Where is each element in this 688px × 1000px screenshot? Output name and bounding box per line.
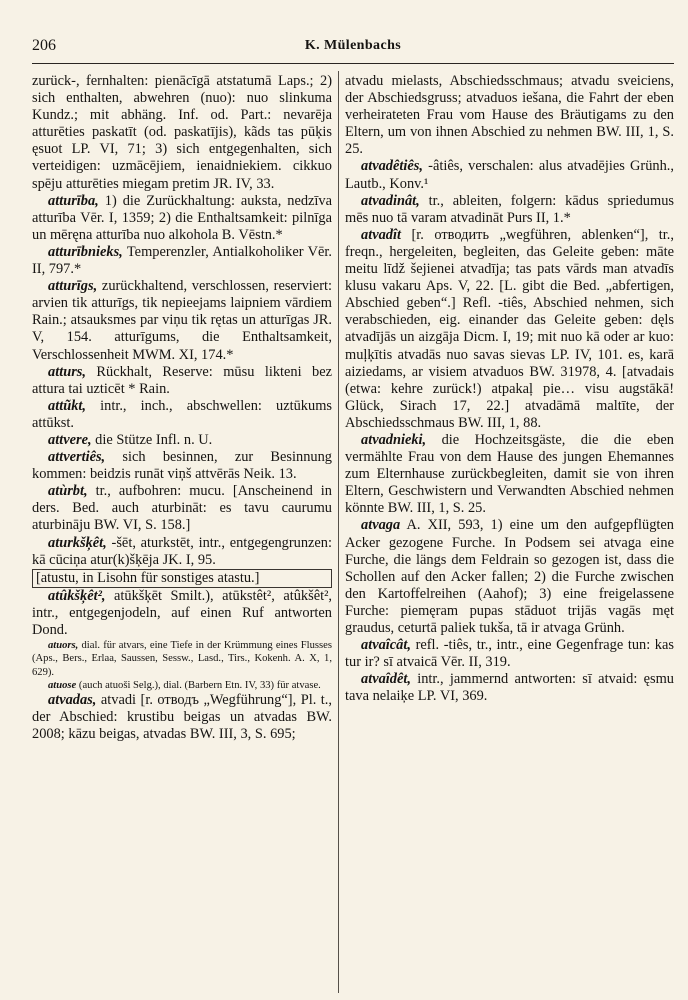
header-rule bbox=[32, 63, 674, 64]
dictionary-entry bbox=[32, 278, 332, 363]
entry-text: atvadi [r. отводъ „Wegführung“], Pl. t., der Abschied: krustibu beigas un atvadas BW. 2008; kāzu beigas, atvadas BW. III, 3, S. 695; bbox=[32, 691, 332, 743]
entry-headword: atvadas, bbox=[48, 691, 97, 708]
entry-text: [atustu, in Lisohn für sonstiges atastu.] bbox=[36, 569, 260, 586]
dictionary-entry bbox=[32, 244, 332, 278]
entry-headword: atvaîdêt, bbox=[361, 671, 411, 688]
entry-text: die Stütze Infl. n. U. bbox=[91, 431, 213, 448]
entry-text: refl. -tiês, tr., intr., eine Gegenfrage tun: kas tur ir? sī atvaicā Vēr. II, 319. bbox=[345, 637, 674, 671]
entry-headword: aturkšķêt, bbox=[48, 534, 107, 551]
entry-headword: atuors, bbox=[48, 640, 79, 652]
dictionary-entry bbox=[345, 158, 674, 192]
entry-headword: atturīgs, bbox=[48, 278, 98, 295]
left-column bbox=[32, 73, 332, 993]
dictionary-entry bbox=[32, 449, 332, 483]
dictionary-entry bbox=[345, 432, 674, 517]
dictionary-entry bbox=[345, 517, 674, 637]
entry-text: (auch atuoši Selg.), dial. (Barbern Etn. IV, 33) für atvase. bbox=[76, 679, 321, 691]
dictionary-entry bbox=[32, 432, 332, 449]
entry-headword: atvadît bbox=[361, 226, 401, 243]
entry-text: tr., ableiten, folgern: kādus spriedumus mēs nuo tā varam atvadināt Purs II, 1.* bbox=[345, 192, 674, 226]
entry-headword: attũkt, bbox=[48, 397, 86, 414]
column-divider bbox=[338, 71, 339, 993]
dictionary-entry bbox=[345, 227, 674, 432]
entry-text: A. XII, 593, 1) eine um den aufgepflügten Acker gezogene Furche. In Podsem sei atvaga eine Furche, die längs dem Feldrain so gezogen ist, dass die Schollen auf den Acker fallen; 2) die Furche zwischen den Kartoffelreihen (Aahof); 3) eine freigelassene Furche: piemęram pupas stāduot trijās vagās męt graudus, ceturtā paliek tukša, tā ir atvaga Grünh. bbox=[345, 517, 674, 636]
entry-headword: attvertiês, bbox=[48, 449, 106, 466]
dictionary-entry bbox=[32, 569, 332, 588]
right-column bbox=[345, 73, 674, 993]
dictionary-entry bbox=[32, 588, 332, 639]
dictionary-entry bbox=[32, 73, 332, 193]
dictionary-entry bbox=[32, 193, 332, 244]
entry-text: intr., inch., abschwellen: uztūkums attūkst. bbox=[32, 397, 332, 431]
entry-headword: atturs, bbox=[48, 363, 86, 380]
dictionary-entry bbox=[32, 483, 332, 534]
dictionary-entry bbox=[345, 73, 674, 158]
entry-headword: atvadinât, bbox=[361, 192, 420, 209]
entry-text: sich besinnen, zur Besinnung kommen: beidzis runāt viņš attvērās Neik. 13. bbox=[32, 449, 332, 483]
entry-headword: atûkšķêt², bbox=[48, 587, 106, 604]
entry-headword: atvadnieki, bbox=[361, 431, 427, 448]
entry-headword: atturībnieks, bbox=[48, 243, 123, 260]
entry-text: zurück-, fernhalten: pienācīgā atstatumā Laps.; 2) sich enthalten, abwehren (nuo): nuo slinkuma Kundz.; mit abhäng. Inf. od. Part.: nevarēja atturēties paskatīt (od. paskatījis), kãds tas pūķis ęsuot LP. VI, 71; 3) sich entgegenhalten, sich verteidigen: uzmācējiem, ienaidniekiem. cikkuo spēju atturēties miegam pretim JR. IV, 33. bbox=[32, 73, 332, 192]
entry-headword: atvaîcât, bbox=[361, 637, 411, 654]
dictionary-entry bbox=[345, 671, 674, 705]
entry-headword: atuose bbox=[48, 679, 77, 691]
entry-text: tr., aufbohren: mucu. [Anscheinend in ders. Bed. auch aturbināt: es tavu caurumu aturbināju BW. VI, S. 158.] bbox=[32, 483, 332, 534]
dictionary-entry bbox=[32, 679, 332, 692]
entry-text: zurückhaltend, verschlossen, reserviert: arvien tik atturīgs, tik nepieejams laipniem vārdiem Rain.; atsauksmes par viņu tik rętas un atturīgas JR. V, 154. atturīgums, die Enthaltsamkeit, Verschlossenheit MWM. XI, 174.* bbox=[32, 278, 332, 363]
entry-text: -šēt, aturkstēt, intr., entgegengrunzen: kā cūciņa atur(k)šķēja JK. I, 95. bbox=[32, 534, 332, 568]
entry-text: atvadu mielasts, Abschiedsschmaus; atvadu sveiciens, der Abschiedsgruss; atvaduos iešana, die Fahrt der eben verheirateten Frau vom Hause des Bräutigams zu den Eltern, um von ihnen Abschied zu nehmen BW. III, 1, S. 25. bbox=[345, 73, 674, 158]
dictionary-entry bbox=[32, 639, 332, 679]
page-header bbox=[32, 37, 674, 61]
dictionary-entry bbox=[345, 637, 674, 671]
entry-text: intr., jammernd antworten: sī atvaid: ęsmu tava nelaiķe LP. VI, 369. bbox=[345, 671, 674, 705]
entry-text: 1) die Zurückhaltung: auksta, nedzīva atturība Vēr. I, 1359; 2) die Enthaltsamkeit: pilnīga un mēręna atturība nuo alkohola B. Vēstn.* bbox=[32, 192, 332, 243]
running-title: K. Mülenbachs bbox=[304, 38, 402, 53]
dictionary-entry bbox=[345, 193, 674, 227]
entry-headword: atvadêtiês, bbox=[361, 158, 423, 175]
dictionary-entry bbox=[32, 364, 332, 398]
page-number: 206 bbox=[32, 37, 56, 54]
dictionary-entry bbox=[32, 692, 332, 743]
entry-text: dial. für atvars, eine Tiefe in der Krümmung eines Flusses (Aps., Bers., Erlaa, Saussen, Sessw., Lasd., Tirs., Kokenh. A. X, 1, 629). bbox=[32, 640, 332, 678]
entry-text: Rückhalt, Reserve: mūsu likteni bez attura tai uzticēt * Rain. bbox=[32, 363, 332, 397]
entry-text: atūkšķēt Smilt.), atūkstêt², atûkšêt², intr., entgegenjodeln, auf einen Ruf antworten Dond. bbox=[32, 587, 332, 638]
entry-text: Temperenzler, Antialkoholiker Vēr. II, 797.* bbox=[32, 243, 332, 278]
entry-headword: atturība, bbox=[48, 192, 99, 209]
entry-text: die Hochzeitsgäste, die die eben vermählte Frau von dem Hause des jungen Ehemannes zum Elternhause zurückbegleiten, damit sie von ihren Eltern, Geschwistern und Verwandten Abschied nehmen könnte BW. III, 1, S. 25. bbox=[345, 431, 674, 517]
entry-headword: attvere, bbox=[48, 431, 92, 448]
dictionary-entry bbox=[32, 398, 332, 432]
entry-headword: atùrbt, bbox=[48, 483, 88, 500]
entry-text: -âtiês, verschalen: alus atvadējies Grünh., Lautb., Konv.¹ bbox=[345, 158, 674, 192]
entry-text: [r. отводить „wegführen, ablenken“], tr., freqn., hergeleiten, begleiten, das Geleite geben: māte meitu līdž šejienei atvadīja; tas pats vārds man atvadīs klusu vakaru Aps. V, 22. [L. gibt die Bed. „abfertigen, Abschied geben“.] Refl. -tiês, Abschied nehmen, sich verabschieden, eig. einander das Geleite geben: dęls atvadījās un aizgāja Dicm. I, 19; mit nuo kā oder ar kuo: muļķītis atvadās nuo savas sievas LP. IV, 101. es, karā aiziedams, ar visiem atvaduos BW. 31978, 4. [atvadais (etwa: kehre zurück!) atpakaļ pie… visu augstākā! Glück, Sirach 17, 22.] atvadāmā maltīte, der Abschiedsschmaus BW. III, 1, 88. bbox=[345, 226, 674, 431]
dictionary-entry bbox=[32, 535, 332, 569]
entry-headword: atvaga bbox=[361, 517, 401, 534]
